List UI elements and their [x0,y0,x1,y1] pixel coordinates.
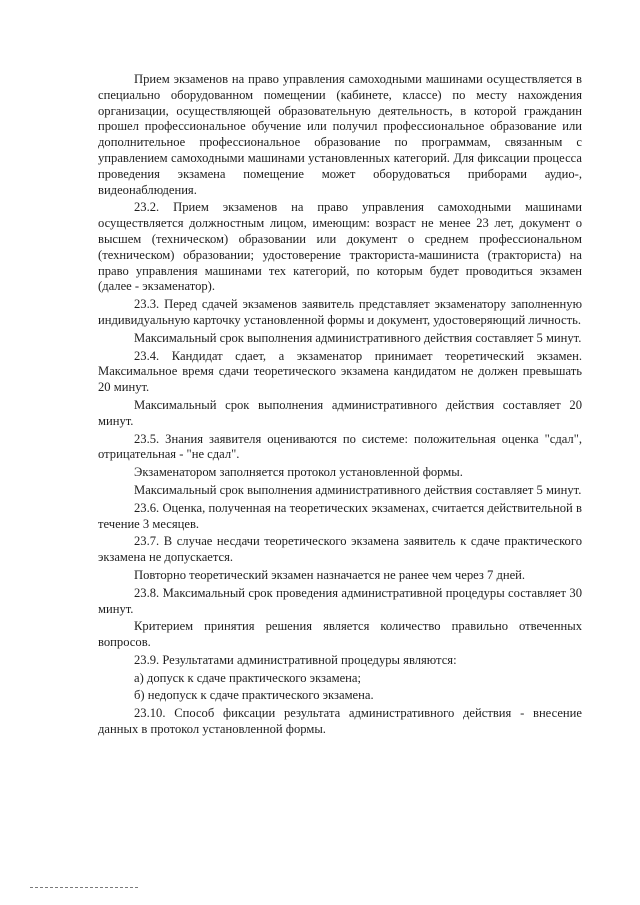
paragraph-repeat-exam: Повторно теоретический экзамен назначается не ранее чем через 7 дней. [134,567,526,582]
document-body [98,72,582,740]
paragraph-23-2: 23.2. Прием экзаменов на право управления самоходными машинами осуществляется должностным лицом, имеющим: возраст не менее 23 лет, документ о высшем (техническом) образовании или документ о среднем профессиональном (техническом) образовании; удостоверение тракториста-машиниста (тракториста) на право управления машинами тех категорий, по которым будет проводиться экзамен (далее - экзаменатор). [98,200,582,294]
paragraph-23-4: 23.4. Кандидат сдает, а экзаменатор принимает теоретический экзамен. Максимальное время сдачи теоретического экзамена кандидатом не должен превышать 20 минут. [98,348,582,395]
paragraph-protocol: Экзаменатором заполняется протокол установленной формы. [134,465,463,480]
paragraph-23-9: 23.9. Результатами административной процедуры являются: [134,652,457,667]
paragraph-criterion: Критерием принятия решения является количество правильно отвеченных вопросов. [98,619,582,650]
footer-divider [30,887,138,888]
list-item-a: а) допуск к сдаче практического экзамена; [134,670,361,685]
paragraph-23-3: 23.3. Перед сдачей экзаменов заявитель представляет экзаменатору заполненную индивидуальную карточку установленной формы и документ, удостоверяющий личность. [98,297,582,327]
paragraph-23-10: 23.10. Способ фиксации результата административного действия - внесение данных в протокол установленной формы. [98,706,582,737]
list-item-b: б) недопуск к сдаче практического экзамена. [134,688,374,703]
paragraph-max-time-5: Максимальный срок выполнения административного действия составляет 5 минут. [134,330,582,345]
paragraph-max-time-5b: Максимальный срок выполнения административного действия составляет 5 минут. [134,482,582,497]
paragraph-23-5: 23.5. Знания заявителя оцениваются по системе: положительная оценка "сдал", отрицательная - "не сдал". [98,431,582,462]
paragraph-max-time-20: Максимальный срок выполнения административного действия составляет 20 минут. [98,397,582,428]
paragraph-23-7: 23.7. В случае несдачи теоретического экзамена заявитель к сдаче практического экзамена не допускается. [98,534,582,565]
paragraph-23-8: 23.8. Максимальный срок проведения административной процедуры составляет 30 минут. [98,585,582,616]
paragraph-intro: Прием экзаменов на право управления самоходными машинами осуществляется в специально оборудованном помещении (кабинете, классе) по месту нахождения организации, осуществляющей образовательную деятельность, в которой гражданин прошел профессиональное обучение или получил профессиональное образование или дополнительное профессиональное образование по программам, связанным с управлением самоходными машинами установленных категорий. Для фиксации процесса проведения экзамена помещение может оборудоваться приборами аудио-, видеонаблюдения. [98,72,582,197]
paragraph-23-6: 23.6. Оценка, полученная на теоретических экзаменах, считается действительной в течение 3 месяцев. [98,500,582,531]
